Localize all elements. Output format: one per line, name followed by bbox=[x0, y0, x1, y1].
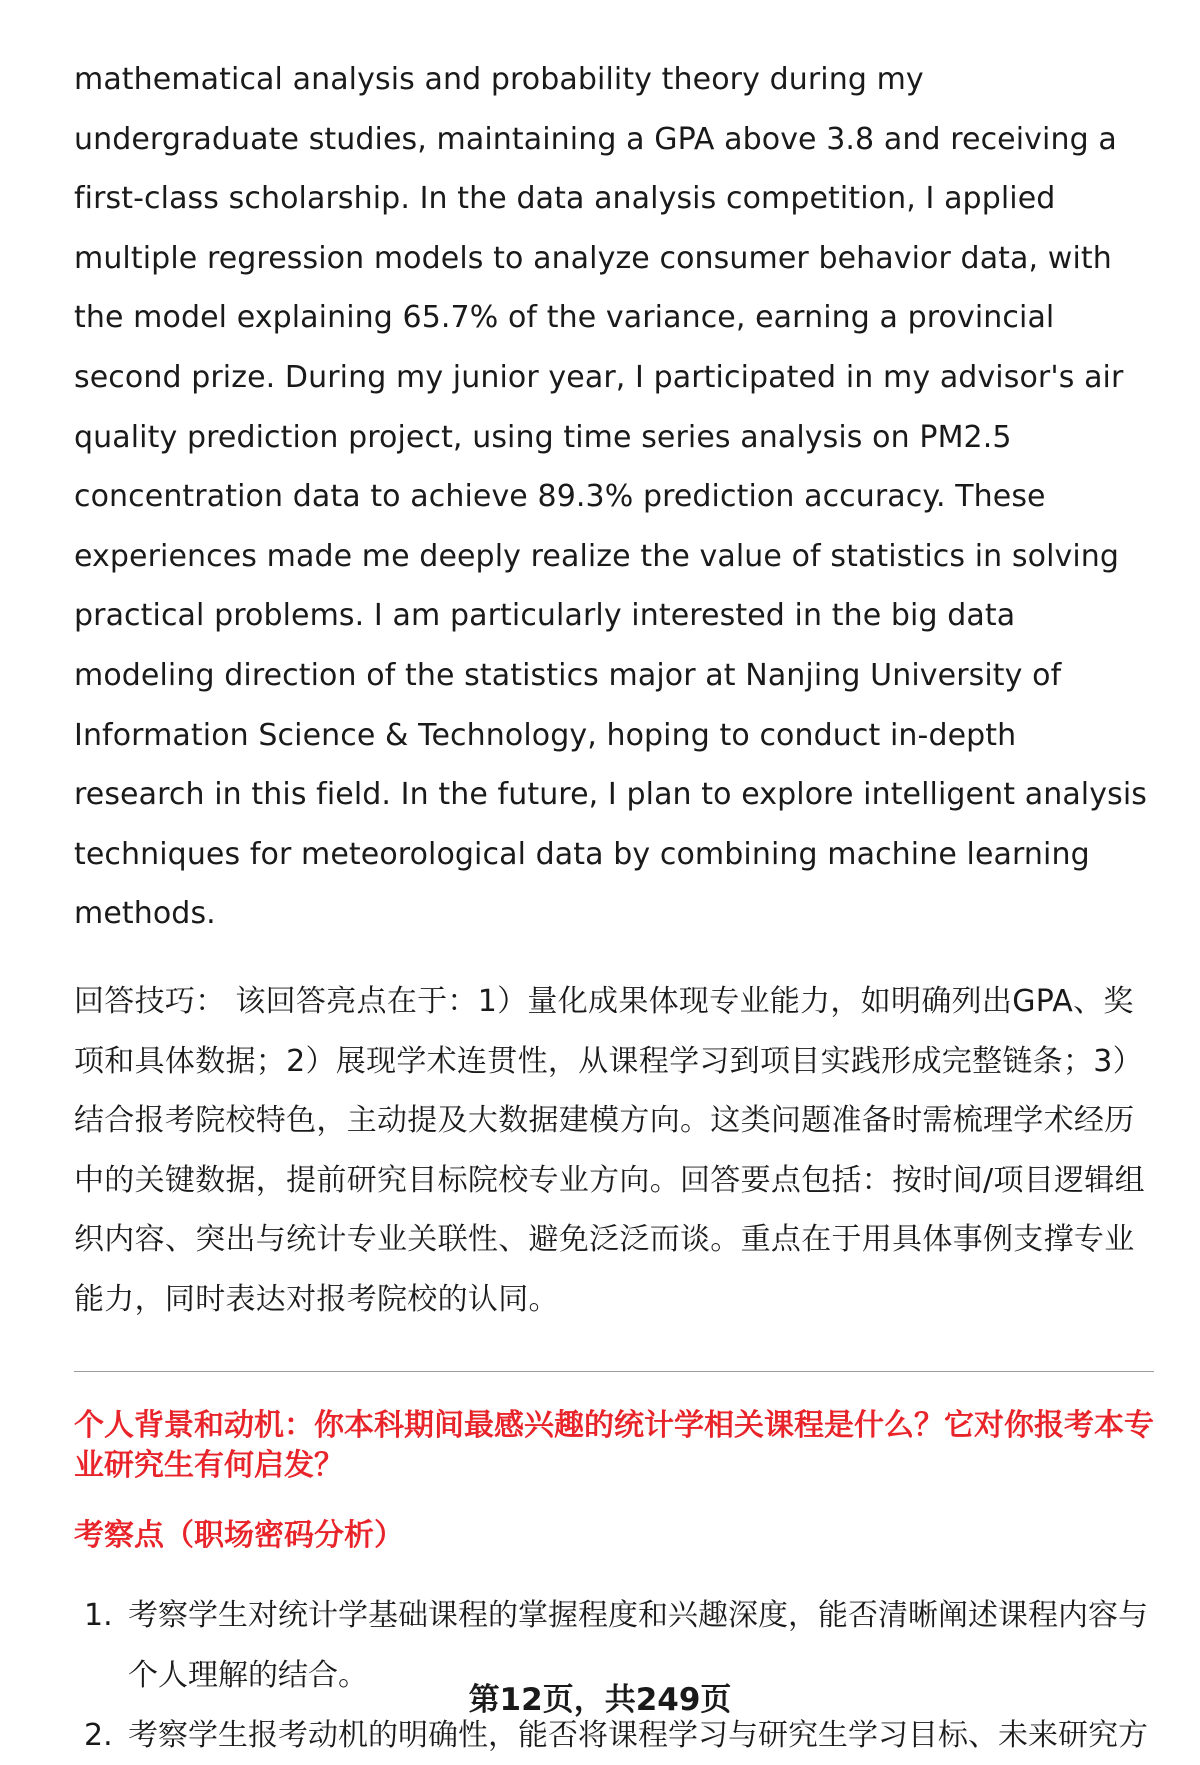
list-item-text: 考察学生报考动机的明确性，能否将课程学习与研究生学习目标、未来研究方 bbox=[128, 1717, 1148, 1753]
answer-tips-paragraph: 回答技巧： 该回答亮点在于：1）量化成果体现专业能力，如明确列出GPA、奖项和具体数据；2）展现学术连贯性，从课程学习到项目实践形成完整链条；3）结合报考院校特色，主动提及大数据建模方向。这类问题准备时需梳理学术经历中的关键数据，提前研究目标院校专业方向。回答要点包括：按时间/项目逻辑组织内容、突出与统计专业关联性、避免泛泛而谈。重点在于用具体事例支撑专业能力，同时表达对报考院校的认同。 bbox=[74, 983, 1145, 1317]
body-paragraph: mathematical analysis and probability theory during my undergraduate studies, maintaining a GPA above 3.8 and receiving a first-class scholarship. In the data analysis competition, I applied multiple regression models to analyze consumer behavior data, with the model explaining 65.7% of the variance, earning a provincial second prize. During my junior year, I participated in my advisor's air quality prediction project, using time series analysis on PM2.5 concentration data to achieve 89.3% prediction accuracy. These experiences made me deeply realize the value of statistics in solving practical problems. I am particularly interested in the big data modeling direction of the statistics major at Nanjing University of Information Science & Technology, hoping to conduct in-depth research in this field. In the future, I plan to explore intelligent analysis techniques for meteorological data by combining machine learning methods. bbox=[74, 62, 1147, 932]
list-item-text: 考察学生对统计学基础课程的掌握程度和兴趣深度，能否清晰阐述课程内容与个人理解的结合。 bbox=[128, 1598, 1148, 1694]
page-number-footer: 第12页，共249页 bbox=[468, 1682, 732, 1718]
question-heading: 个人背景和动机：你本科期间最感兴趣的统计学相关课程是什么？它对你报考本专业研究生有何启发？ bbox=[74, 1408, 1154, 1484]
list-item-number: 1. bbox=[84, 1598, 113, 1634]
list-item-number: 2. bbox=[84, 1717, 113, 1753]
assessment-subheading: 考察点（职场密码分析） bbox=[74, 1518, 404, 1554]
document-page bbox=[74, 50, 1154, 1765]
section-divider bbox=[74, 1371, 1154, 1372]
